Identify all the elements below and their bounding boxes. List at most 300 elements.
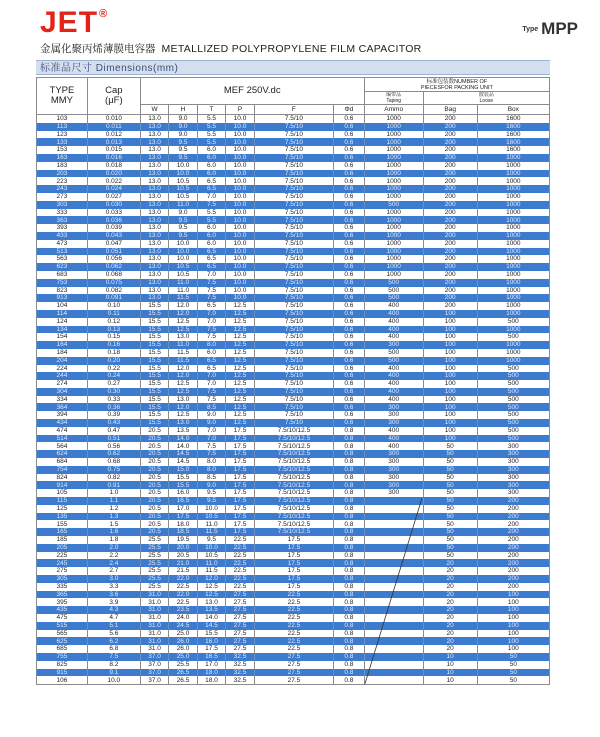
table-cell: 22.5 xyxy=(254,637,333,645)
table-cell: 7.5 xyxy=(197,396,225,404)
table-cell: 0.8 xyxy=(334,661,365,669)
table-row xyxy=(37,341,550,349)
table-cell: 2.2 xyxy=(87,552,140,560)
table-cell: 164 xyxy=(37,341,88,349)
table-cell: 14.5 xyxy=(169,450,197,458)
table-cell: 22.5 xyxy=(226,567,254,575)
table-cell: 915 xyxy=(37,669,88,677)
table-cell: 0.6 xyxy=(334,279,365,287)
table-cell: 115 xyxy=(37,497,88,505)
table-cell: 0.8 xyxy=(334,598,365,606)
table-cell: 365 xyxy=(37,591,88,599)
table-cell: 500 xyxy=(477,388,549,396)
table-cell: 10.5 xyxy=(169,271,197,279)
table-cell: 10 xyxy=(423,661,477,669)
table-cell: 500 xyxy=(364,357,423,365)
table-cell: 26.0 xyxy=(169,645,197,653)
table-cell: 500 xyxy=(477,365,549,373)
table-cell: 155 xyxy=(37,520,88,528)
table-row xyxy=(37,653,550,661)
table-cell: 6.0 xyxy=(197,240,225,248)
table-cell: 13.5 xyxy=(169,427,197,435)
table-cell: 20 xyxy=(423,591,477,599)
table-cell: 275 xyxy=(37,567,88,575)
table-cell: 105 xyxy=(37,489,88,497)
table-cell: 9.0 xyxy=(169,209,197,217)
table-cell: 0.6 xyxy=(334,255,365,263)
table-row xyxy=(37,528,550,536)
table-cell: 10 xyxy=(423,653,477,661)
table-cell: 0.6 xyxy=(334,248,365,256)
table-cell: 6.8 xyxy=(87,645,140,653)
table-cell: 1000 xyxy=(364,232,423,240)
table-cell: 0.6 xyxy=(334,162,365,170)
table-cell: 200 xyxy=(477,536,549,544)
table-cell: 7.5/10 xyxy=(254,248,333,256)
table-row xyxy=(37,552,550,560)
table-cell: 32.5 xyxy=(226,669,254,677)
table-cell: 393 xyxy=(37,224,88,232)
table-row xyxy=(37,458,550,466)
table-cell: 20 xyxy=(423,645,477,653)
table-cell: 18.0 xyxy=(169,520,197,528)
table-cell xyxy=(364,544,423,552)
table-cell: 400 xyxy=(364,302,423,310)
table-cell: 1000 xyxy=(364,240,423,248)
table-cell: 1000 xyxy=(477,193,549,201)
table-cell: 2.7 xyxy=(87,567,140,575)
table-cell: 514 xyxy=(37,435,88,443)
table-cell: 163 xyxy=(37,154,88,162)
table-row xyxy=(37,224,550,232)
table-cell: 0.6 xyxy=(334,263,365,271)
table-cell: 17.5 xyxy=(169,513,197,521)
table-cell: 0.6 xyxy=(334,388,365,396)
table-cell: 14.5 xyxy=(169,458,197,466)
dimensions-table-wrap xyxy=(36,77,550,685)
table-cell: 0.8 xyxy=(334,481,365,489)
table-cell: 400 xyxy=(364,380,423,388)
table-cell: 300 xyxy=(364,466,423,474)
table-cell: 0.020 xyxy=(87,170,140,178)
table-row xyxy=(37,201,550,209)
table-cell: 17.5 xyxy=(254,544,333,552)
table-cell: 20.5 xyxy=(140,497,168,505)
table-cell: 12.0 xyxy=(169,302,197,310)
table-cell: 22.5 xyxy=(254,622,333,630)
table-cell: 10.0 xyxy=(169,240,197,248)
table-cell: 50 xyxy=(423,489,477,497)
table-row xyxy=(37,559,550,567)
table-cell: 1000 xyxy=(364,185,423,193)
table-row xyxy=(37,146,550,154)
table-cell: 17.5 xyxy=(226,474,254,482)
table-cell: 7.5 xyxy=(197,450,225,458)
table-cell: 100 xyxy=(423,388,477,396)
table-row xyxy=(37,255,550,263)
table-cell: 200 xyxy=(423,185,477,193)
table-cell: 20.5 xyxy=(140,442,168,450)
table-cell: 1000 xyxy=(364,115,423,123)
table-cell: 0.8 xyxy=(334,676,365,684)
table-cell: 20.5 xyxy=(140,528,168,536)
table-cell: 1000 xyxy=(477,279,549,287)
table-row xyxy=(37,248,550,256)
table-cell: 13.0 xyxy=(169,333,197,341)
table-cell: 500 xyxy=(477,427,549,435)
table-cell: 6.5 xyxy=(197,365,225,373)
table-row xyxy=(37,380,550,388)
table-cell: 7.5/10 xyxy=(254,396,333,404)
table-cell: 8.0 xyxy=(197,458,225,466)
table-cell: 200 xyxy=(423,115,477,123)
table-cell: 100 xyxy=(477,606,549,614)
table-cell: 20 xyxy=(423,606,477,614)
table-cell: 10.5 xyxy=(169,185,197,193)
table-cell: 12.5 xyxy=(226,411,254,419)
table-cell: 20.5 xyxy=(140,450,168,458)
table-cell: 1000 xyxy=(364,263,423,271)
table-cell: 6.0 xyxy=(197,232,225,240)
jet-logo: JET® xyxy=(40,6,109,39)
table-cell: 0.018 xyxy=(87,162,140,170)
table-cell: 1000 xyxy=(364,138,423,146)
table-cell: 300 xyxy=(477,489,549,497)
table-cell: 20 xyxy=(423,637,477,645)
table-cell: 10.5 xyxy=(169,193,197,201)
table-cell: 0.33 xyxy=(87,396,140,404)
table-cell: 13.0 xyxy=(140,216,168,224)
table-row xyxy=(37,123,550,131)
table-cell: 11.0 xyxy=(197,520,225,528)
table-cell: 0.6 xyxy=(334,333,365,341)
table-cell xyxy=(364,513,423,521)
table-cell: 10.5 xyxy=(169,263,197,271)
table-cell: 20.5 xyxy=(169,552,197,560)
table-cell: 364 xyxy=(37,403,88,411)
table-cell: 50 xyxy=(423,481,477,489)
table-cell: 0.6 xyxy=(334,185,365,193)
table-cell: 7.5/10 xyxy=(254,216,333,224)
table-cell: 13.0 xyxy=(197,598,225,606)
table-cell: 1000 xyxy=(477,349,549,357)
table-cell: 10.0 xyxy=(226,209,254,217)
table-cell: 1000 xyxy=(477,326,549,334)
table-cell: 12.5 xyxy=(169,411,197,419)
table-cell: 7.5/10 xyxy=(254,123,333,131)
table-cell: 0.082 xyxy=(87,287,140,295)
table-cell: 7.0 xyxy=(197,318,225,326)
table-cell: 300 xyxy=(364,419,423,427)
table-cell: 7.5 xyxy=(197,333,225,341)
table-cell: 7.5/10 xyxy=(254,341,333,349)
table-cell: 200 xyxy=(423,240,477,248)
table-cell: 300 xyxy=(364,489,423,497)
table-cell: 7.5/10/12.5 xyxy=(254,466,333,474)
table-cell: 10.5 xyxy=(197,513,225,521)
table-cell: 25.5 xyxy=(169,661,197,669)
table-cell: 10.0 xyxy=(226,131,254,139)
table-cell: 400 xyxy=(364,318,423,326)
table-cell: 12.0 xyxy=(169,403,197,411)
table-cell: 27.5 xyxy=(226,637,254,645)
table-cell: 134 xyxy=(37,326,88,334)
table-cell: 100 xyxy=(423,349,477,357)
table-cell: 1000 xyxy=(477,209,549,217)
table-cell xyxy=(364,567,423,575)
table-cell: 0.013 xyxy=(87,138,140,146)
table-cell: 0.18 xyxy=(87,349,140,357)
table-row xyxy=(37,388,550,396)
table-cell: 0.091 xyxy=(87,294,140,302)
table-cell: 200 xyxy=(477,513,549,521)
table-cell: 0.6 xyxy=(334,271,365,279)
table-cell: 13.0 xyxy=(140,115,168,123)
header-packing: 标准包装数NUMBER OF PIECESFOR PACKING UNIT xyxy=(364,78,549,92)
table-cell: 500 xyxy=(364,201,423,209)
table-cell: 100 xyxy=(477,645,549,653)
table-cell: 11.0 xyxy=(197,559,225,567)
table-cell: 12.0 xyxy=(169,310,197,318)
table-cell: 0.8 xyxy=(334,575,365,583)
table-cell: 333 xyxy=(37,209,88,217)
table-cell: 200 xyxy=(423,287,477,295)
table-cell: 1.5 xyxy=(87,520,140,528)
table-cell: 0.62 xyxy=(87,450,140,458)
table-cell: 22.5 xyxy=(226,583,254,591)
table-cell: 22.5 xyxy=(169,583,197,591)
table-cell: 1600 xyxy=(477,123,549,131)
table-cell: 100 xyxy=(423,372,477,380)
table-cell: 12.5 xyxy=(226,380,254,388)
table-cell: 4.3 xyxy=(87,606,140,614)
table-cell: 12.5 xyxy=(226,365,254,373)
table-cell: 27.5 xyxy=(226,622,254,630)
table-cell: 17.5 xyxy=(226,481,254,489)
table-cell: 50 xyxy=(423,497,477,505)
table-cell: 50 xyxy=(423,513,477,521)
table-cell: 0.6 xyxy=(334,411,365,419)
table-cell: 0.30 xyxy=(87,388,140,396)
table-cell: 6.0 xyxy=(197,224,225,232)
table-cell: 1000 xyxy=(364,170,423,178)
table-cell: 100 xyxy=(423,318,477,326)
table-cell: 10.0 xyxy=(226,146,254,154)
table-cell xyxy=(364,583,423,591)
table-row xyxy=(37,279,550,287)
table-cell: 8.2 xyxy=(87,661,140,669)
table-cell: 0.6 xyxy=(334,193,365,201)
table-cell: 20.0 xyxy=(169,544,197,552)
table-cell: 12.5 xyxy=(226,403,254,411)
table-cell: 1000 xyxy=(477,170,549,178)
table-cell: 15.5 xyxy=(140,310,168,318)
column-header: Box xyxy=(477,105,549,115)
table-cell: 13.0 xyxy=(140,193,168,201)
table-cell: 0.6 xyxy=(334,224,365,232)
table-cell: 1600 xyxy=(477,138,549,146)
table-cell: 0.8 xyxy=(334,591,365,599)
table-row xyxy=(37,357,550,365)
table-cell: 13.0 xyxy=(140,224,168,232)
table-row xyxy=(37,606,550,614)
table-cell: 7.5/10/12.5 xyxy=(254,520,333,528)
table-cell: 0.6 xyxy=(334,123,365,131)
table-cell: 0.011 xyxy=(87,123,140,131)
table-cell: 1000 xyxy=(364,146,423,154)
header-loose: 散装品 Loose xyxy=(423,92,549,105)
type-value: MPP xyxy=(541,19,578,38)
table-cell: 0.8 xyxy=(334,544,365,552)
table-cell: 304 xyxy=(37,388,88,396)
table-cell xyxy=(364,669,423,677)
table-cell: 0.8 xyxy=(334,450,365,458)
table-cell: 50 xyxy=(423,474,477,482)
table-cell: 0.6 xyxy=(334,403,365,411)
table-cell xyxy=(364,559,423,567)
table-cell: 200 xyxy=(477,505,549,513)
table-cell: 0.036 xyxy=(87,216,140,224)
table-cell: 17.5 xyxy=(226,458,254,466)
table-cell: 32.5 xyxy=(226,661,254,669)
table-cell: 0.8 xyxy=(334,614,365,622)
table-cell xyxy=(364,536,423,544)
table-cell: 13.0 xyxy=(140,255,168,263)
table-row xyxy=(37,170,550,178)
table-cell: 13.0 xyxy=(140,232,168,240)
table-cell: 10.0 xyxy=(226,170,254,178)
table-cell: 11.0 xyxy=(169,201,197,209)
table-cell: 100 xyxy=(423,419,477,427)
table-cell: 200 xyxy=(423,162,477,170)
table-cell: 0.010 xyxy=(87,115,140,123)
table-cell: 100 xyxy=(423,427,477,435)
table-cell: 0.39 xyxy=(87,411,140,419)
table-cell: 0.6 xyxy=(334,216,365,224)
table-cell: 7.5/10 xyxy=(254,302,333,310)
table-cell: 21.5 xyxy=(169,567,197,575)
table-row xyxy=(37,583,550,591)
table-cell xyxy=(364,520,423,528)
table-cell: 12.5 xyxy=(226,318,254,326)
table-cell: 300 xyxy=(477,474,549,482)
table-cell: 0.43 xyxy=(87,419,140,427)
table-cell: 6.2 xyxy=(87,637,140,645)
table-cell: 22.5 xyxy=(226,536,254,544)
table-cell: 125 xyxy=(37,505,88,513)
table-cell: 0.82 xyxy=(87,474,140,482)
table-cell: 20.5 xyxy=(140,520,168,528)
column-header: W xyxy=(140,105,168,115)
table-cell: 50 xyxy=(477,676,549,684)
table-cell: 200 xyxy=(477,583,549,591)
page-title xyxy=(40,41,422,56)
table-cell: 31.0 xyxy=(140,591,168,599)
table-cell: 17.5 xyxy=(254,559,333,567)
table-cell: 10.0 xyxy=(226,216,254,224)
table-cell: 2.0 xyxy=(87,544,140,552)
table-cell: 224 xyxy=(37,365,88,373)
table-cell: 100 xyxy=(477,598,549,606)
table-cell: 100 xyxy=(423,396,477,404)
table-cell: 10.0 xyxy=(226,287,254,295)
table-cell: 12.5 xyxy=(169,318,197,326)
table-cell: 824 xyxy=(37,474,88,482)
table-cell: 7.5/10 xyxy=(254,209,333,217)
table-row xyxy=(37,209,550,217)
table-cell: 7.5/10/12.5 xyxy=(254,458,333,466)
table-cell: 200 xyxy=(423,263,477,271)
table-cell: 0.8 xyxy=(334,622,365,630)
table-cell: 7.5/10 xyxy=(254,271,333,279)
table-cell: 0.6 xyxy=(334,240,365,248)
table-cell: 0.8 xyxy=(334,427,365,435)
table-cell: 12.5 xyxy=(226,302,254,310)
table-cell: 225 xyxy=(37,552,88,560)
table-cell: 15.5 xyxy=(140,388,168,396)
table-row xyxy=(37,365,550,373)
table-cell xyxy=(364,653,423,661)
table-cell: 5.5 xyxy=(197,209,225,217)
table-cell: 13.0 xyxy=(140,279,168,287)
table-row xyxy=(37,637,550,645)
table-cell: 0.8 xyxy=(334,583,365,591)
table-cell: 18.0 xyxy=(197,669,225,677)
table-cell: 6.5 xyxy=(197,357,225,365)
table-cell: 7.5 xyxy=(197,287,225,295)
header-group: MEF 250V.dc xyxy=(140,78,364,105)
table-cell: 14.0 xyxy=(197,614,225,622)
table-cell: 7.5/10/12.5 xyxy=(254,528,333,536)
table-row xyxy=(37,333,550,341)
table-cell: 1000 xyxy=(477,201,549,209)
table-cell: 100 xyxy=(477,614,549,622)
table-cell: 0.8 xyxy=(334,536,365,544)
table-cell: 165 xyxy=(37,528,88,536)
table-cell: 153 xyxy=(37,146,88,154)
table-cell: 7.5/10 xyxy=(254,372,333,380)
table-cell: 200 xyxy=(477,544,549,552)
table-cell: 0.47 xyxy=(87,427,140,435)
table-cell: 100 xyxy=(477,637,549,645)
table-cell: 22.5 xyxy=(226,544,254,552)
table-cell: 7.5/10 xyxy=(254,131,333,139)
table-cell: 22.0 xyxy=(169,575,197,583)
table-cell: 0.8 xyxy=(334,637,365,645)
table-cell: 17.5 xyxy=(226,497,254,505)
table-cell: 26.0 xyxy=(169,637,197,645)
table-cell: 245 xyxy=(37,559,88,567)
table-cell: 17.5 xyxy=(254,583,333,591)
table-row xyxy=(37,403,550,411)
table-cell: 7.5/10 xyxy=(254,388,333,396)
table-cell: 7.5/10 xyxy=(254,201,333,209)
table-cell xyxy=(364,591,423,599)
table-cell: 1000 xyxy=(477,302,549,310)
table-row xyxy=(37,513,550,521)
table-row xyxy=(37,419,550,427)
column-header: P xyxy=(226,105,254,115)
table-cell: 7.5/10 xyxy=(254,255,333,263)
table-cell: 500 xyxy=(477,372,549,380)
table-cell: 20.5 xyxy=(140,427,168,435)
table-cell: 22.0 xyxy=(169,591,197,599)
table-cell: 13.0 xyxy=(169,396,197,404)
table-cell xyxy=(364,645,423,653)
table-cell: 200 xyxy=(423,255,477,263)
table-cell: 10.0 xyxy=(87,676,140,684)
table-cell: 0.015 xyxy=(87,146,140,154)
